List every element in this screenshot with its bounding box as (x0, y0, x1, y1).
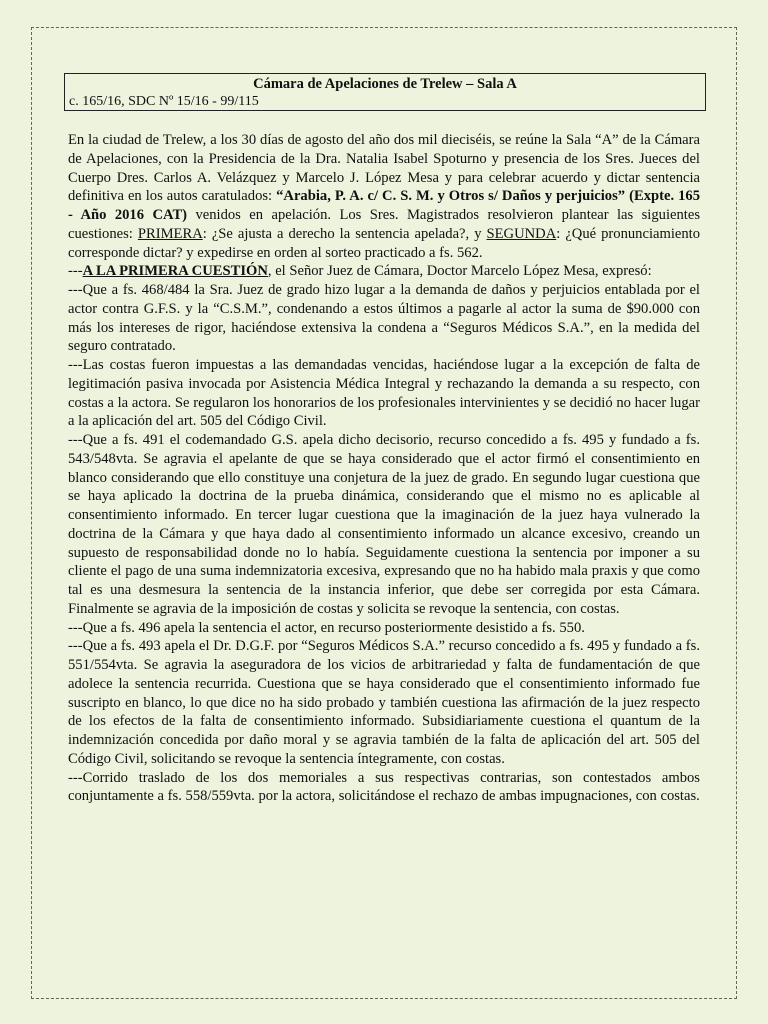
paragraph-3: ---Que a fs. 468/484 la Sra. Juez de grado hizo lugar a la demanda de daños y perjuicios entablada por el actor contra G.F.S. y la “C.S.M.”, condenando a estos últimos a pagarle al actor la suma de $90.000 con más los intereses de rigor, haciéndose extensiva la condena a “Seguros Médicos S.A.”, en la medida del seguro contratado. (68, 282, 700, 355)
intro-text-b: venidos en apelación. Los Sres. Magistrados resolvieron plantear las siguientes cuestiones: (68, 207, 701, 242)
question-segunda: SEGUNDA (486, 225, 557, 242)
first-question-heading: A LA PRIMERA CUESTIÓN (82, 263, 268, 280)
paragraph-8: ---Corrido traslado de los dos memoriales a sus respectivas contrarias, son contestados ambos conjuntamente a fs. 558/559vta. por la actora, solicitándose el rechazo de ambas impugnaciones, con costas. (68, 769, 700, 805)
paragraph-6: ---Que a fs. 496 apela la sentencia el actor, en recurso posteriormente desistido a fs. 550. (68, 619, 585, 636)
intro-text-d: : ¿Qué pronunciamiento corresponde dictar? y expedirse en orden al sorteo practicado a fs. 562. (68, 225, 701, 261)
question-primera: PRIMERA (137, 225, 203, 242)
first-question-text: , el Señor Juez de Cámara, Doctor Marcelo López Mesa, expresó: (267, 263, 652, 280)
document-body (68, 131, 700, 806)
dash-prefix: --- (68, 263, 83, 280)
case-reference: c. 165/16, SDC Nº 15/16 - 99/115 (69, 94, 259, 109)
paragraph-intro (68, 131, 700, 262)
paragraph-7: ---Que a fs. 493 apela el Dr. D.G.F. por “Seguros Médicos S.A.” recurso concedido a fs. 495 y fundado a fs. 551/554vta. Se agravia la aseguradora de los vicios de arbitrariedad y falta de fundamentación de que adolece la sentencia recurrida. Cuestiona que se haya considerado que el consentimiento informado fue suscripto en blanco, lo que dice no ha sido probado y también cuestiona las afirmación de la juez respecto de los efectos de la falta de consentimiento informado. Subsidiariamente cuestiona el quantum de la indemnización concedida por daño moral y se agravia también de la falta de aplicación del art. 505 del Código Civil, solicitando se revoque la sentencia íntegramente, con costas. (68, 638, 700, 767)
intro-text-a: En la ciudad de Trelew, a los 30 días de agosto del año dos mil dieciséis, se reúne la Sala “A” de la Cámara de Apelaciones, con la Presidencia de la Dra. Natalia Isabel Spoturno y presencia de los Sres. Jueces del Cuerpo Dres. Carlos A. Velázquez y Marcelo J. López Mesa y para celebrar acuerdo y dictar sentencia definitiva en los autos caratulados: (68, 132, 700, 205)
court-title: Cámara de Apelaciones de Trelew – Sala A (253, 76, 517, 92)
document-header (64, 73, 706, 111)
paragraph-first-question (68, 262, 700, 281)
case-caption: “Arabia, P. A. c/ C. S. M. y Otros s/ Daños y perjuicios” (Expte. 165 - Año 2016 CAT) (68, 188, 700, 223)
paragraph-5: ---Que a fs. 491 el codemandado G.S. apela dicho decisorio, recurso concedido a fs. 495 y fundado a fs. 543/548vta. Se agravia el apelante de que se haya considerado que el actor firmó el consentimiento en blanco considerando que ello constituye una conjetura de la juez de grado. En segundo lugar cuestiona que se haya aplicado la doctrina de la prueba dinámica, considerando que el mismo no es aplicable al consentimiento informado. En tercer lugar cuestiona que la imaginación de la juez haya vulnerado la doctrina de la Cámara y que haya dado al consentimiento informado un alcance excesivo, creando un supuesto de responsabilidad donde no lo había. Seguidamente cuestiona la sentencia por imponer a su cliente el pago de una suma indemnizatoria excesiva, expresando que no ha habido mala praxis y que como tal es una desmesura la sentencia de la instancia inferior, que debe ser corregida por esta Cámara. Finalmente se agravia de la imposición de costas y solicita se revoque la sentencia, con costas. (68, 432, 700, 617)
paragraph-4: ---Las costas fueron impuestas a las demandadas vencidas, haciéndose lugar a la excepción de falta de legitimación pasiva invocada por Asistencia Médica Integral y rechazando la demanda a su respecto, con costas a la actora. Se regularon los honorarios de los profesionales intervinientes y se decidió no hacer lugar a la aplicación del art. 505 del Código Civil. (68, 357, 700, 430)
intro-text-c: : ¿Se ajusta a derecho la sentencia apelada?, y (202, 225, 487, 242)
